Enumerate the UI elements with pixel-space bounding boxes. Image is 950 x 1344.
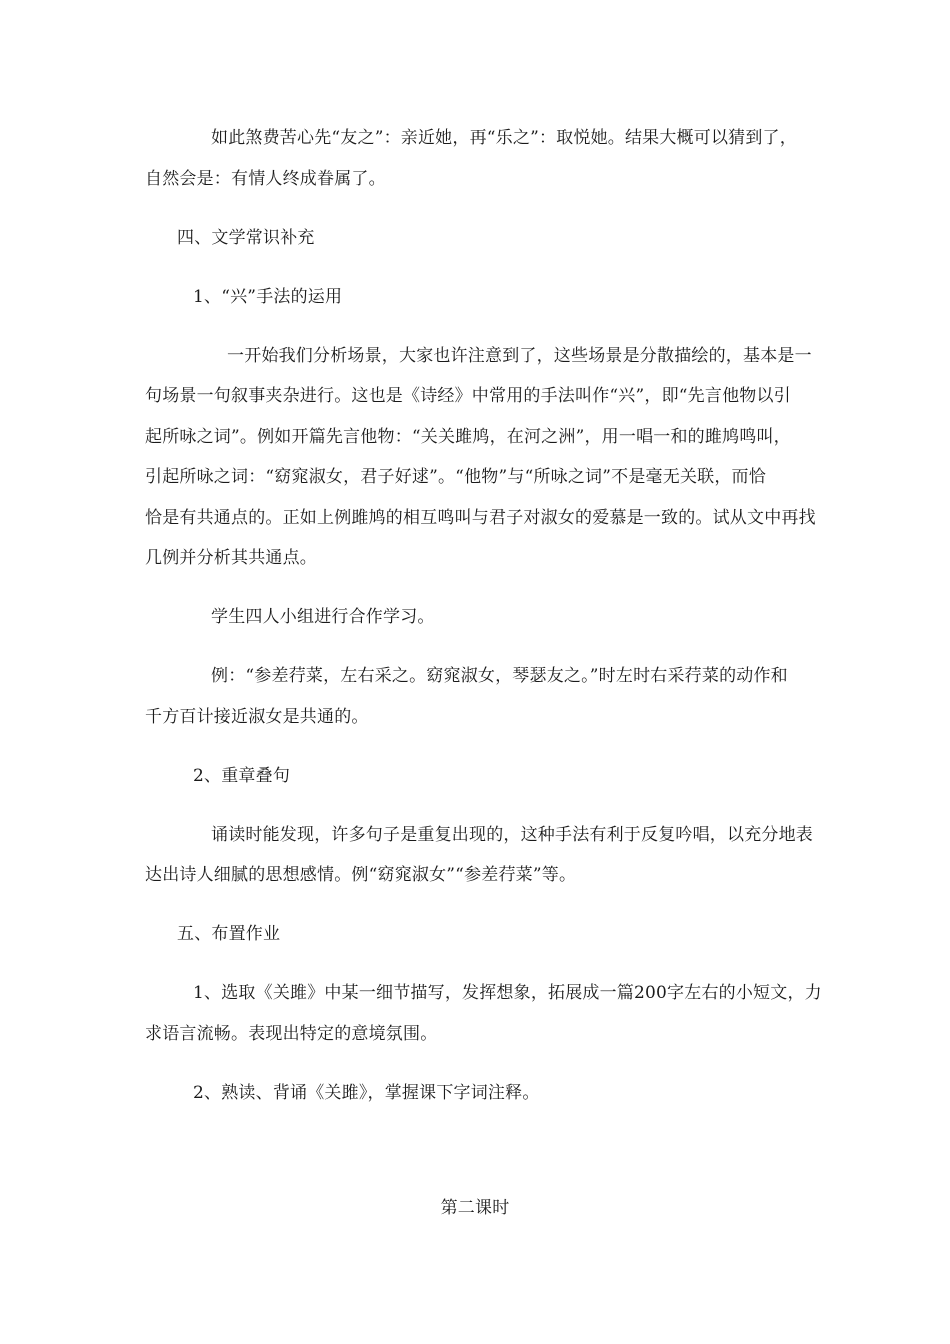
paragraph-5-line-1: 诵读时能发现，许多句子是重复出现的，这种手法有利于反复吟唱，以充分地表 [211,825,813,845]
subheading-1: 1、“兴”手法的运用 [193,287,343,307]
homework-2: 2、熟读、背诵《关雎》，掌握课下字词注释。 [193,1083,540,1103]
paragraph-2-line-2: 句场景一句叙事夹杂进行。这也是《诗经》中常用的手法叫作“兴”，即“先言他物以引 [145,386,791,406]
section-heading-4: 四、文学常识补充 [177,228,315,248]
paragraph-2-line-4: 引起所咏之词：“窈窕淑女，君子好逑”。“他物”与“所咏之词”不是毫无关联，而恰 [145,467,766,487]
lesson-two-heading: 第二课时 [440,1198,510,1218]
paragraph-3: 学生四人小组进行合作学习。 [211,607,435,627]
paragraph-1-line-2: 自然会是：有情人终成眷属了。 [145,169,386,189]
paragraph-5-line-2: 达出诗人细腻的思想感情。例“窈窕淑女”“参差荇菜”等。 [145,865,577,885]
subheading-2: 2、重章叠句 [193,766,291,786]
paragraph-4-line-1: 例：“参差荇菜，左右采之。窈窕淑女，琴瑟友之。”时左时右采荇菜的动作和 [211,666,788,686]
homework-1-line-1: 1、选取《关雎》中某一细节描写，发挥想象，拓展成一篇200字左右的小短文，力 [193,983,822,1003]
section-heading-5: 五、布置作业 [177,924,281,944]
paragraph-2-line-6: 几例并分析其共通点。 [145,548,317,568]
paragraph-2-line-5: 恰是有共通点的。正如上例雎鸠的相互鸣叫与君子对淑女的爱慕是一致的。试从文中再找 [145,508,816,528]
paragraph-2-line-1: 一开始我们分析场景，大家也许注意到了，这些场景是分散描绘的，基本是一 [227,346,812,366]
homework-1-line-2: 求语言流畅。表现出特定的意境氛围。 [145,1024,438,1044]
paragraph-4-line-2: 千方百计接近淑女是共通的。 [145,707,369,727]
paragraph-1-line-1: 如此煞费苦心先“友之”：亲近她，再“乐之”：取悦她。结果大概可以猜到了， [211,128,797,148]
paragraph-2-line-3: 起所咏之词”。例如开篇先言他物：“关关雎鸠，在河之洲”，用一唱一和的雎鸠鸣叫， [145,427,791,447]
